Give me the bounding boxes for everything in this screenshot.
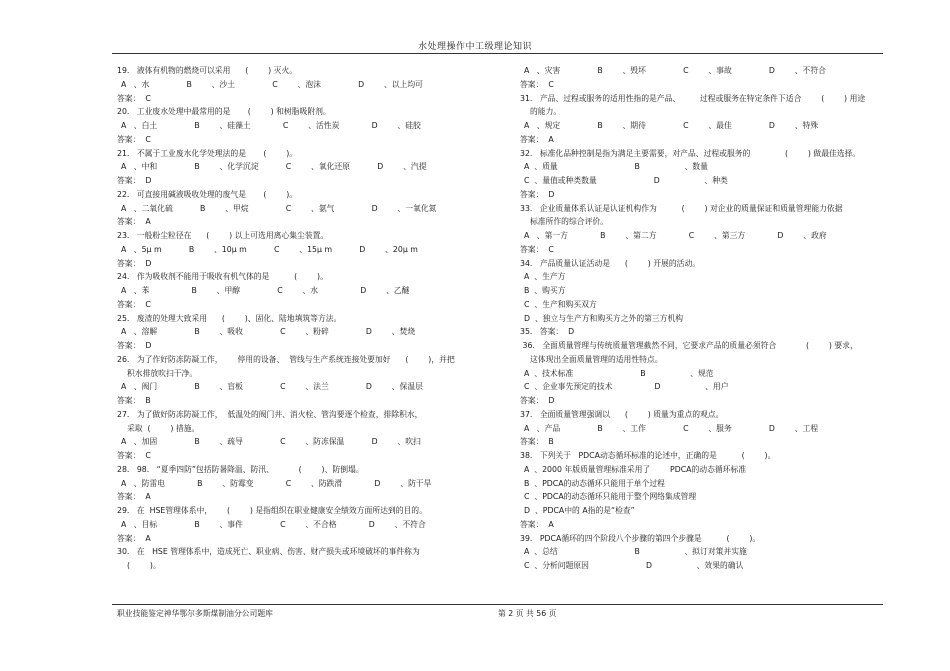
option-line: C 、生产和购买双方 bbox=[524, 299, 597, 309]
option-line: A 、质量 B 、数量 bbox=[524, 162, 708, 172]
option-line: A 、总结 B 、拟订对策并实施 bbox=[524, 547, 747, 557]
option-line: C 、分析问题原因 D 、效果的确认 bbox=[524, 561, 744, 570]
answer-line: 答案： A bbox=[520, 519, 554, 529]
option-line: A 、5μ m B 、10μ m C 、15μ m D 、20μ m bbox=[121, 244, 418, 254]
option-line: A 、中和 B 、化学沉淀 C 、氧化还原 D 、汽提 bbox=[121, 162, 427, 172]
answer-line: 答案： C bbox=[520, 244, 554, 254]
answer-line: 答案： C bbox=[117, 299, 151, 309]
answer-line: 答案： C bbox=[117, 451, 151, 460]
question-line: 34. 产品质量认证活动是 ( ) 开展的活动。 bbox=[520, 258, 701, 268]
option-line: A 、规定 B 、期待 C 、最佳 D 、特殊 bbox=[524, 121, 819, 130]
question-line: 26. 为了作好防冻防凝工作， 停用的设备、 管线与生产系统连接处要加好 ( )，并把 bbox=[117, 354, 455, 364]
answer-line: 答案： A bbox=[520, 134, 554, 144]
question-line: 37. 全面质量管理强调以 ( ) 质量为重点的观点。 bbox=[520, 409, 724, 419]
question-line: 28. 98. “夏季四防”包括防暑降温、防汛、 ( )、防倒塌。 bbox=[117, 464, 364, 474]
right-column bbox=[520, 64, 885, 573]
question-line: 23. 一般粉尘粒径在 ( ) 以上可选用离心集尘装置。 bbox=[117, 231, 329, 240]
answer-line: 答案： C bbox=[117, 134, 151, 144]
question-continuation: 采取 ( ) 措施。 bbox=[127, 423, 200, 433]
question-line: 22. 可直接用碱液吸收处理的废气是 ( )。 bbox=[117, 189, 298, 199]
question-line: 36. 全面质量管理与传统质量管理截然不同，它要求产品的质量必须符合 ( ) 要求， bbox=[520, 341, 858, 350]
header-rule bbox=[112, 53, 883, 54]
question-continuation: ( )。 bbox=[127, 561, 161, 570]
answer-line: 答案： A bbox=[117, 217, 151, 227]
option-line: A 、加固 B 、疏导 C 、防冻保温 D 、吹扫 bbox=[121, 437, 421, 447]
answer-line: 答案： D bbox=[117, 341, 152, 350]
question-line: 29. 在 HSE管理体系中， ( ) 是指组织在职业健康安全绩效方面所达到的目的。 bbox=[117, 506, 427, 515]
question-line: 39. PDCA循环的四个阶段八个步骤的第四个步骤是 ( )。 bbox=[520, 533, 761, 543]
question-continuation: 这体现出全面质量管理的适用性特点。 bbox=[530, 354, 663, 364]
option-line: A 、溶解 B 、吸收 C 、粉碎 D 、焚烧 bbox=[121, 327, 416, 337]
option-line: A 、第一方 B 、第二方 C 、第三方 D 、政府 bbox=[524, 231, 827, 240]
page-title: 水处理操作中工级理论知识 bbox=[417, 42, 532, 52]
answer-line: 答案： C bbox=[520, 79, 554, 89]
answer-line: 答案： D bbox=[520, 189, 555, 199]
option-line: A 、苯 B 、甲醇 C 、水 D 、乙醚 bbox=[121, 286, 410, 295]
answer-line: 答案： C bbox=[117, 93, 151, 103]
option-line: B 、PDCA的动态循环只能用于单个过程 bbox=[524, 478, 665, 488]
option-line: D 、独立与生产方和购买方之外的第三方机构 bbox=[524, 313, 684, 323]
question-line: 21. 不属于工业废水化学处理法的是 ( )。 bbox=[117, 148, 298, 158]
option-line: D 、PDCA中的 A指的是“检查” bbox=[524, 506, 635, 515]
question-continuation: 标准所作的综合评价。 bbox=[530, 217, 608, 227]
answer-line: 答案： B bbox=[117, 396, 151, 405]
question-line: 35. 答案： D bbox=[520, 327, 575, 337]
question-line: 25. 废渣的处理大致采用 ( )、固化、陆地填筑等方法。 bbox=[117, 313, 342, 323]
option-line: A 、技术标准 B 、规范 bbox=[524, 368, 714, 378]
question-line: 33. 企业质量体系认证是认证机构作为 ( ) 对企业的质量保证和质量管理能力依据 bbox=[520, 203, 843, 213]
footer-source: 职业技能鉴定神华鄂尔多斯煤制油分公司题库 bbox=[117, 609, 273, 618]
question-line: 30. 在 HSE 管理体系中，造成死亡、职业病、伤害、财产损失或环境破坏的事件称为 bbox=[117, 547, 420, 557]
option-line: A 、2000 年版质量管理标准采用了 PDCA的动态循环标准 bbox=[524, 464, 747, 474]
option-line: A 、灾害 B 、毁坏 C 、事故 D 、不符合 bbox=[524, 66, 826, 75]
question-line: 32. 标准化品种控制是指为满足主要需要，对产品、过程或服务的 ( ) 做最佳选择。 bbox=[520, 148, 861, 158]
answer-line: 答案： D bbox=[520, 396, 555, 405]
answer-line: 答案： D bbox=[117, 176, 152, 185]
option-line: A 、二氧化硫 B 、甲烷 C 、氨气 D 、一氧化氮 bbox=[121, 203, 437, 213]
option-line: A 、防雷电 B 、防霉变 C 、防跌滑 D 、防干旱 bbox=[121, 478, 432, 488]
answer-line: 答案： A bbox=[117, 492, 151, 502]
question-line: 20. 工业废水处理中最常用的是 ( ) 和树脂吸附剂。 bbox=[117, 107, 331, 117]
question-line: 38. 下列关于 PDCA动态循环标准的论述中，正确的是 ( )。 bbox=[520, 451, 776, 460]
option-line: A 、生产方 bbox=[524, 272, 566, 282]
question-continuation: 积水排放吹扫干净。 bbox=[127, 368, 198, 378]
option-line: A 、目标 B 、事件 C 、不合格 D 、不符合 bbox=[121, 519, 426, 529]
option-line: A 、水 B 、沙土 C 、泡沫 D 、以上均可 bbox=[121, 79, 423, 89]
answer-line: 答案： D bbox=[117, 258, 152, 268]
footer-page-info: 第 2 页 共 56 页 bbox=[498, 609, 557, 618]
question-line: 31. 产品、过程或服务的适用性指的是产品、 过程或服务在特定条件下适合 ( ) 用途 bbox=[520, 93, 866, 103]
question-continuation: 的能力。 bbox=[530, 107, 562, 117]
option-line: A 、产品 B 、工作 C 、服务 D 、工程 bbox=[524, 423, 819, 433]
answer-line: 答案： B bbox=[520, 437, 554, 447]
question-line: 19. 液体有机物的燃烧可以采用 ( ) 灭火。 bbox=[117, 66, 298, 75]
option-line: C 、PDCA的动态循环只能用于整个网络集成管理 bbox=[524, 492, 697, 502]
answer-line: 答案： A bbox=[117, 533, 151, 543]
left-column bbox=[117, 64, 507, 573]
option-line: C 、企业事先预定的技术 D 、用户 bbox=[524, 382, 729, 392]
footer-rule bbox=[112, 604, 883, 605]
option-line: A 、阀门 B 、盲板 C 、法兰 D 、保温层 bbox=[121, 382, 423, 392]
option-line: A 、白土 B 、硅藻土 C 、活性炭 D 、硅胶 bbox=[121, 121, 421, 130]
question-line: 24. 作为吸收剂不能用于吸收有机气体的是 ( )。 bbox=[117, 272, 328, 282]
option-line: C 、量值或种类数量 D 、种类 bbox=[524, 176, 728, 185]
question-line: 27. 为了做好防冻防凝工作， 低温处的阀门井、消火栓、管沟要逐个检查，排除积水， bbox=[117, 409, 423, 419]
option-line: B 、购买方 bbox=[524, 286, 566, 295]
